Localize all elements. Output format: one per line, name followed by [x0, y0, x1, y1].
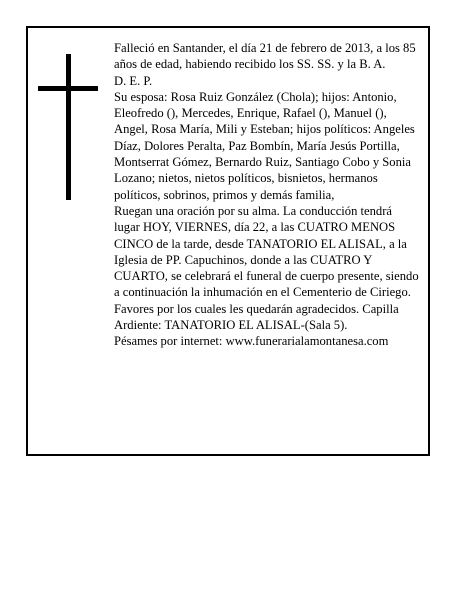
obituary-text: [114, 40, 420, 350]
rest-in-peace: D. E. P.: [114, 73, 153, 88]
latin-cross-icon: [38, 54, 98, 200]
obituary-notice: [26, 26, 430, 456]
cross-horizontal-bar: [38, 86, 98, 91]
funeral-details: Ruegan una oración por su alma. La conducción tendrá lugar HOY, VIERNES, día 22, a las CUATRO MENOS CINCO de la tarde, desde TANATORIO EL ALISAL, a la Iglesia de PP. Capuchinos, donde a las CUATRO Y CUARTO, se celebrará el funeral de cuerpo presente, siendo a continuación la inhumación en el Cementerio de Ciriego. Favores por los cuales les quedarán agradecidos. Capilla Ardiente: TANATORIO EL ALISAL-(Sala 5).: [114, 203, 419, 333]
family-list: Su esposa: Rosa Ruiz González (Chola); hijos: Antonio, Eleofredo (), Mercedes, Enrique, Rafael (), Manuel (), Angel, Rosa María, Mili y Esteban; hijos políticos: Angeles Díaz, Dolores Peralta, Paz Bombín, María Jesús Portilla, Montserrat Gómez, Bernardo Ruiz, Santiago Cobo y Sonia Lozano; nietos, nietos políticos, bisnietos, hermanos políticos, sobrinos, primos y demás familia,: [114, 89, 415, 202]
death-announcement: Falleció en Santander, el día 21 de febrero de 2013, a los 85 años de edad, habiendo recibido los SS. SS. y la B. A.: [114, 41, 416, 72]
cross-vertical-bar: [66, 54, 71, 200]
condolences-website: Pésames por internet: www.funerarialamontanesa.com: [114, 334, 389, 349]
